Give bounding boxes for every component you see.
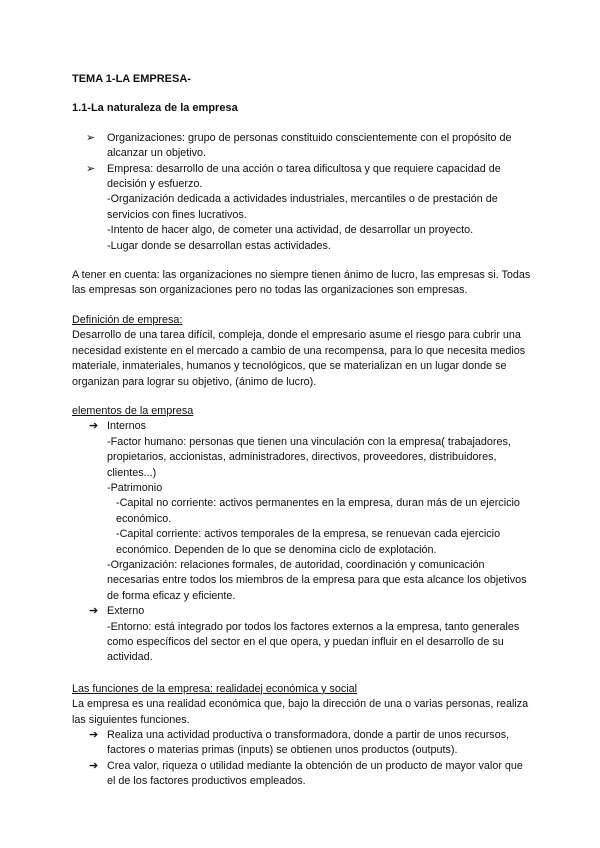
sub-line: -Organización: relaciones formales, de autoridad, coordinación y comunicación necesarias entre todos los miembros de la empresa para que esta alcance los objetivos de forma eficaz y eficiente.	[107, 558, 527, 602]
sub-line: -Patrimonio	[107, 481, 163, 494]
sub-line: -Lugar donde se desarrollan estas actividades.	[107, 239, 331, 252]
section-heading: 1.1-La naturaleza de la empresa	[72, 102, 238, 115]
arrowhead-bullet-icon: ➢	[86, 162, 96, 175]
sub-line: -Entorno: está integrado por todos los factores externos a la empresa, tanto generales como específicos del sector en el que opera, y puedan influir en el desarrollo de su actividad.	[107, 620, 520, 664]
arrowhead-bullet-icon: ➢	[86, 131, 96, 144]
page-title: TEMA 1-LA EMPRESA-	[72, 73, 191, 85]
arrow-bullet-icon: ➔	[89, 420, 99, 433]
note-paragraph: A tener en cuenta: las organizaciones no siempre tienen ánimo de lucro, las empresas si. Todas las empresas son organizaciones pero no todas las organizaciones son empresas.	[72, 269, 531, 297]
arrow-bullet-icon: ➔	[89, 605, 99, 618]
document-page	[72, 72, 534, 790]
definition-text: Desarrollo de una tarea difícil, compleja, donde el empresario asume el riesgo para cubrir una necesidad existente en el mercado a cambio de una recompensa, para lo que necesita medios materiale, inmateriales, humanos y tecnológicos, que se materializan en un lugar donde se organizan para lograr su objetivo, (ánimo de lucro).	[72, 329, 526, 388]
sub-line: -Capital corriente: activos temporales de la empresa, se renuevan cada ejercicio económico. Dependen de lo que se denomina ciclo de explotación.	[116, 528, 501, 556]
sub-line: -Capital no corriente: activos permanentes en la empresa, duran más de un ejercicio económico.	[116, 497, 520, 525]
list-item: ➔ Crea valor, riqueza o utilidad mediante la obtención de un producto de mayor valor que el de los factores productivos empleados.	[89, 759, 523, 788]
definition-heading: Definición de empresa:	[72, 313, 183, 326]
list-item: ➢ Empresa: desarrollo de una acción o tarea dificultosa y que requiere capacidad de decisión y esfuerzo.	[86, 162, 501, 191]
arrow-bullet-icon: ➔	[89, 729, 99, 742]
list-item: ➔ Realiza una actividad productiva o transformadora, donde a partir de unos recursos, factores o materias primas (inputs) se obtienen unos productos (outputs).	[89, 729, 510, 757]
elements-heading: elementos de la empresa	[72, 404, 194, 417]
sub-line: -Organización dedicada a actividades industriales, mercantiles o de prestación de servicios con fines lucrativos.	[107, 193, 498, 221]
arrow-bullet-icon: ➔	[89, 759, 99, 772]
list-item: ➔ Internos	[72, 419, 534, 434]
functions-text: La empresa es una realidad económica que, bajo la dirección de una o varias personas, realiza las siguientes funciones.	[72, 698, 529, 726]
list-item: ➢ Organizaciones: grupo de personas constituido conscientemente con el propósito de alcanzar un objetivo.	[86, 131, 512, 160]
sub-line: -Factor humano: personas que tienen una vinculación con la empresa( trabajadores, propietarios, accionistas, administradores, directivos, proveedores, distribuidores, clientes...)	[107, 435, 511, 479]
functions-heading: Las funciones de la empresa: realidadej económica y social	[72, 682, 358, 695]
sub-line: -Intento de hacer algo, de cometer una actividad, de desarrollar un proyecto.	[107, 224, 474, 237]
list-item: ➔ Externo	[72, 604, 534, 619]
